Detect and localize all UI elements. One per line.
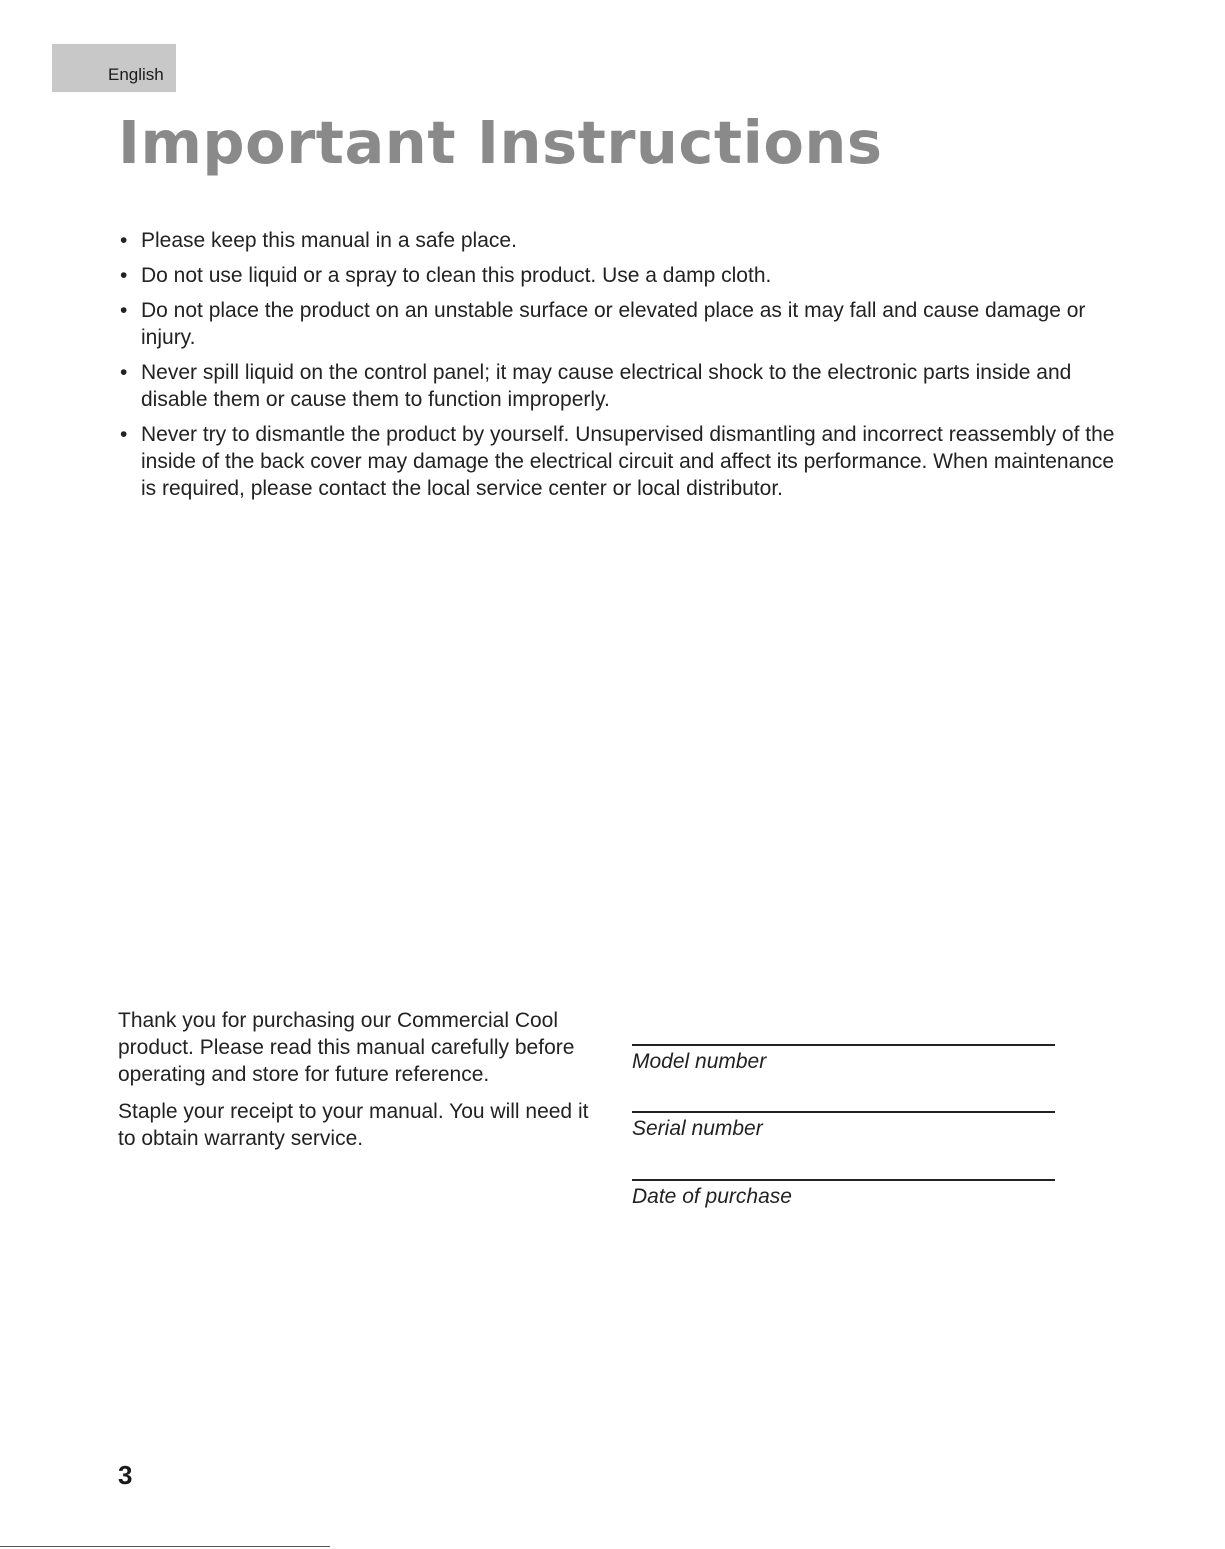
bullet-icon: • [120,264,128,287]
list-item [118,227,1118,254]
bullet-icon: • [120,361,128,384]
instruction-text: Never spill liquid on the control panel; it may cause electrical shock to the electronic parts inside and disable them or cause them to function improperly. [141,361,1072,411]
date-of-purchase-label: Date of purchase [632,1185,792,1208]
instruction-text: Never try to dismantle the product by yourself. Unsupervised dismantling and incorrect reassembly of the inside of the back cover may damage the electrical circuit and affect its performance. When maintenance is required, please contact the local service center or local distributor. [141,423,1115,500]
instruction-text: Do not use liquid or a spray to clean this product. Use a damp cloth. [141,264,772,287]
instruction-text: Do not place the product on an unstable surface or elevated place as it may fall and cause damage or injury. [141,299,1086,349]
page-title: Important Instructions [118,108,883,177]
serial-number-label: Serial number [632,1117,763,1140]
serial-number-field [632,1111,1055,1142]
list-item [118,297,1118,351]
bullet-icon: • [120,423,128,446]
language-label: English [108,65,164,84]
thank-you-note [118,1007,608,1162]
bullet-icon: • [120,229,128,252]
bullet-icon: • [120,299,128,322]
thank-you-paragraph: Thank you for purchasing our Commercial Cool product. Please read this manual carefully before operating and store for future reference. [118,1009,575,1086]
page-number: 3 [118,1460,133,1490]
date-of-purchase-field [632,1179,1055,1210]
list-item [118,262,1118,289]
model-number-field [632,1044,1055,1075]
model-number-label: Model number [632,1050,767,1073]
footer-divider [0,1546,330,1547]
receipt-paragraph: Staple your receipt to your manual. You will need it to obtain warranty service. [118,1100,589,1150]
list-item [118,359,1118,413]
instructions-list [118,227,1118,510]
instruction-text: Please keep this manual in a safe place. [141,229,517,252]
list-item [118,421,1118,502]
language-tab [52,44,176,92]
